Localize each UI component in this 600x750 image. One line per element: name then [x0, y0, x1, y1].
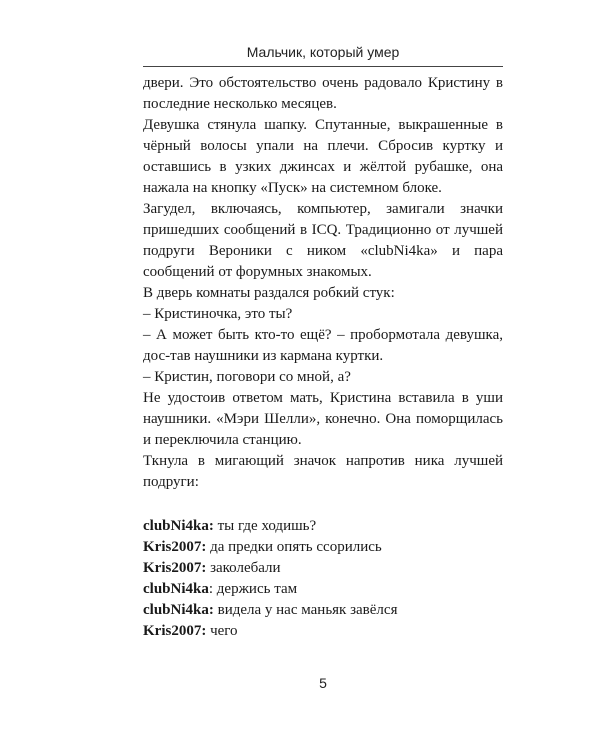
section-gap: [143, 493, 503, 516]
page-number: 5: [319, 675, 327, 691]
paragraph: Ткнула в мигающий значок напротив ника лучшей подруги:: [143, 453, 503, 490]
chat-nick: clubNi4ka:: [143, 602, 214, 618]
chat-nick: clubNi4ka: [143, 581, 209, 597]
paragraph: Загудел, включаясь, компьютер, замигали значки пришедших сообщений в ICQ. Традиционно от лучшей подруги Вероники с ником «clubNi4ka» и пара сообщений от форумных знакомых.: [143, 201, 503, 280]
chat-message: [143, 516, 503, 537]
running-head: Мальчик, который умер: [246, 44, 400, 60]
chat-nick: Kris2007:: [143, 539, 207, 555]
chat-message: [143, 537, 503, 558]
paragraph: двери. Это обстоятельство очень радовало Кристину в последние несколько месяцев.: [143, 75, 503, 112]
chat-nick: Kris2007:: [143, 560, 207, 576]
header-rule: [143, 66, 503, 67]
chat-text: : держись там: [208, 581, 298, 597]
chat-text: видела у нас маньяк завёлся: [213, 602, 398, 618]
paragraph: Не удостоив ответом мать, Кристина вставила в уши наушники. «Мэри Шелли», конечно. Она поморщилась и переключила станцию.: [143, 390, 503, 448]
chat-text: заколебали: [206, 560, 281, 576]
chat-text: чего: [206, 623, 238, 639]
chat-text: ты где ходишь?: [213, 518, 317, 534]
chat-log: [143, 516, 503, 642]
paragraph: В дверь комнаты раздался робкий стук:: [143, 285, 395, 301]
paragraph: Девушка стянула шапку. Спутанные, выкрашенные в чёрный волосы упали на плечи. Сбросив куртку и оставшись в узких джинсах и жёлтой рубашке, она нажала на кнопку «Пуск» на системном блоке.: [143, 117, 503, 196]
chat-message: [143, 600, 503, 621]
chat-message: [143, 558, 503, 579]
dialogue-line: – Кристин, поговори со мной, а?: [143, 369, 351, 385]
chat-message: [143, 579, 503, 600]
body-text: [143, 73, 503, 642]
dialogue-line: – А может быть кто-то ещё? – пробормотала девушка, дос-тав наушники из кармана куртки.: [143, 327, 503, 364]
chat-text: да предки опять ссорились: [206, 539, 382, 555]
chat-nick: Kris2007:: [143, 623, 207, 639]
chat-nick: clubNi4ka:: [143, 518, 214, 534]
dialogue-line: – Кристиночка, это ты?: [143, 306, 293, 322]
chat-message: [143, 621, 503, 642]
